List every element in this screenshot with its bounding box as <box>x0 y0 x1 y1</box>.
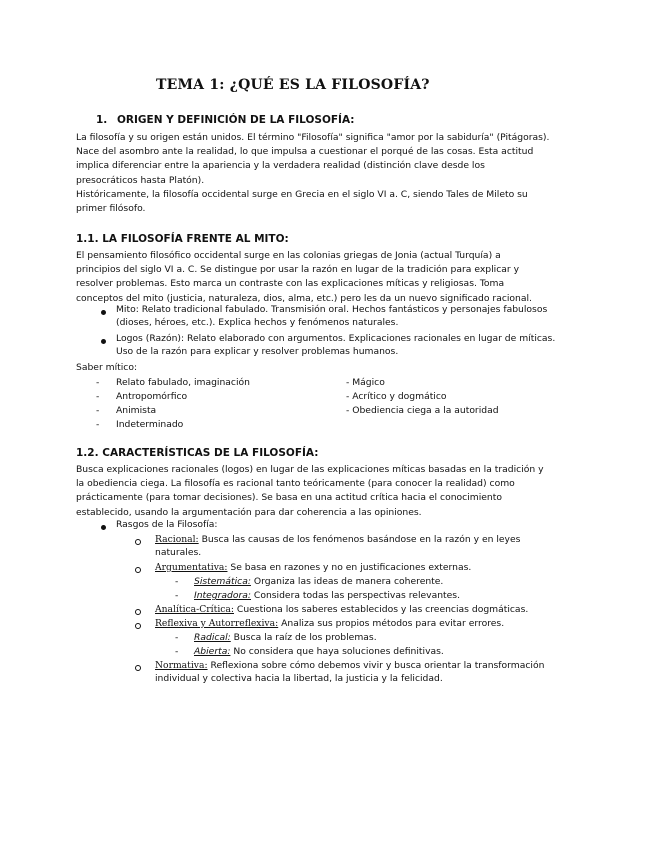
dash-marker: - <box>175 576 179 587</box>
paragraph-line: conceptos del mito (justicia, naturaleza, dios, alma, etc.) pero les da un nuevo significado racional. <box>76 292 532 304</box>
circle-bullet-icon <box>135 567 141 573</box>
circle-bullet-icon <box>135 539 141 545</box>
rasgo-term: Analítica-Crítica: <box>155 604 234 615</box>
saber-mitico-label: Saber mítico: <box>76 362 138 373</box>
paragraph-line: El pensamiento filosófico occidental surge en las colonias griegas de Jonia (actual Turquía) a <box>76 250 501 261</box>
paragraph-line: presocráticos hasta Platón). <box>76 174 205 186</box>
bullet-line: Mito: Relato tradicional fabulado. Transmisión oral. Hechos fantásticos y personajes fabulosos <box>116 304 548 315</box>
paragraph-line: la obediencia ciega. La filosofía es racional tanto teóricamente (para conocer la realidad) como <box>76 478 515 490</box>
saber-item: - Acrítico y dogmático <box>346 391 447 402</box>
bullet-line: (dioses, héroes, etc.). Explica hechos y fenómenos naturales. <box>116 317 399 329</box>
rasgo-racional <box>155 533 520 560</box>
section-1-2-body <box>76 463 591 520</box>
paragraph-line: establecido, usando la argumentación para dar coherencia a las opiniones. <box>76 506 422 518</box>
dash-marker: - <box>175 590 179 601</box>
saber-item: Animista <box>116 405 157 416</box>
rasgo-reflexiva <box>155 617 504 630</box>
section-1-1-heading: 1.1. LA FILOSOFÍA FRENTE AL MITO: <box>76 233 289 245</box>
saber-item: Indeterminado <box>116 419 184 430</box>
saber-item: - Mágico <box>346 377 385 388</box>
paragraph-line: principios del siglo VI a. C. Se distingue por usar la razón en lugar de la tradición para explicar y <box>76 264 520 276</box>
dash-marker: - <box>175 632 179 643</box>
dash-marker: - <box>96 377 100 388</box>
circle-bullet-icon <box>135 665 141 671</box>
bullet-line: Logos (Razón): Relato elaborado con argumentos. Explicaciones racionales en lugar de míticas. <box>116 333 556 344</box>
bullet-mito <box>116 303 547 330</box>
rasgo-text: Se basa en razones y no en justificaciones externas. <box>227 562 472 573</box>
saber-item: Antropomórfico <box>116 391 188 402</box>
rasgo-text: No considera que haya soluciones definitivas. <box>230 646 444 657</box>
rasgo-text: Busca las causas de los fenómenos basándose en la razón y en leyes <box>198 534 521 545</box>
section-1-1-body <box>76 249 591 306</box>
paragraph-line: La filosofía y su origen están unidos. El término "Filosofía" significa "amor por la sabiduría" (Pitágoras). <box>76 132 550 143</box>
rasgo-text: Organiza las ideas de manera coherente. <box>250 576 444 587</box>
paragraph-line: Nace del asombro ante la realidad, lo que impulsa a cuestionar el porqué de las cosas. Esta actitud <box>76 146 534 158</box>
rasgos-label: Rasgos de la Filosofía: <box>116 519 218 530</box>
rasgo-term: Racional: <box>155 534 199 545</box>
rasgo-normativa <box>155 659 544 686</box>
dash-marker: - <box>96 405 100 416</box>
bullet-icon <box>101 310 106 315</box>
section-1-number: 1. <box>96 114 108 126</box>
bullet-line: Uso de la razón para explicar y resolver problemas humanos. <box>116 346 399 358</box>
rasgo-text: Analiza sus propios métodos para evitar errores. <box>278 618 505 629</box>
rasgo-text: Considera todas las perspectivas relevantes. <box>250 590 460 601</box>
section-1-2-heading: 1.2. CARACTERÍSTICAS DE LA FILOSOFÍA: <box>76 447 319 459</box>
dash-marker: - <box>96 391 100 402</box>
section-1-body <box>76 131 591 216</box>
saber-item: - Obediencia ciega a la autoridad <box>346 405 499 416</box>
rasgo-abierta <box>194 645 444 658</box>
bullet-icon <box>101 339 106 344</box>
paragraph-line: primer filósofo. <box>76 203 146 215</box>
rasgo-text: Busca la raíz de los problemas. <box>230 632 377 643</box>
dash-marker: - <box>96 419 100 430</box>
rasgo-argumentativa <box>155 561 471 574</box>
paragraph-line: prácticamente (para tomar decisiones). Se basa en una actitud crítica hacia el conocimiento <box>76 492 502 504</box>
bullet-icon <box>101 525 106 530</box>
rasgo-term: Reflexiva y Autorreflexiva: <box>155 618 279 629</box>
circle-bullet-icon <box>135 623 141 629</box>
rasgo-term: Sistemática: <box>194 576 251 587</box>
rasgo-analitica <box>155 603 528 616</box>
rasgo-text-cont: naturales. <box>155 547 202 559</box>
rasgo-text-cont: individual y colectiva hacia la libertad, la justicia y la felicidad. <box>155 673 443 685</box>
paragraph-line: resolver problemas. Esto marca un contraste con las explicaciones míticas y religiosas. Toma <box>76 278 505 290</box>
page-title: TEMA 1: ¿QUÉ ES LA FILOSOFÍA? <box>156 77 430 93</box>
rasgo-term: Radical: <box>194 632 231 643</box>
dash-marker: - <box>175 646 179 657</box>
rasgo-radical <box>194 631 377 644</box>
rasgo-term: Abierta: <box>194 646 231 657</box>
circle-bullet-icon <box>135 609 141 615</box>
rasgo-term: Argumentativa: <box>155 562 228 573</box>
paragraph-line: Históricamente, la filosofía occidental surge en Grecia en el siglo VI a. C, siendo Tales de Mileto su <box>76 188 528 200</box>
section-1-heading: ORIGEN Y DEFINICIÓN DE LA FILOSOFÍA: <box>117 114 355 126</box>
rasgo-term: Integradora: <box>194 590 251 601</box>
rasgo-text: Cuestiona los saberes establecidos y las creencias dogmáticas. <box>233 604 529 615</box>
rasgo-integradora <box>194 589 460 602</box>
paragraph-line: Busca explicaciones racionales (logos) en lugar de las explicaciones míticas basadas en la tradición y <box>76 464 544 475</box>
saber-item: Relato fabulado, imaginación <box>116 377 250 388</box>
paragraph-line: implica diferenciar entre la apariencia y la verdadera realidad (distinción clave desde los <box>76 160 485 172</box>
bullet-logos <box>116 332 555 359</box>
rasgo-term: Normativa: <box>155 660 208 671</box>
rasgo-text: Reflexiona sobre cómo debemos vivir y busca orientar la transformación <box>207 660 545 671</box>
rasgo-sistematica <box>194 575 443 588</box>
